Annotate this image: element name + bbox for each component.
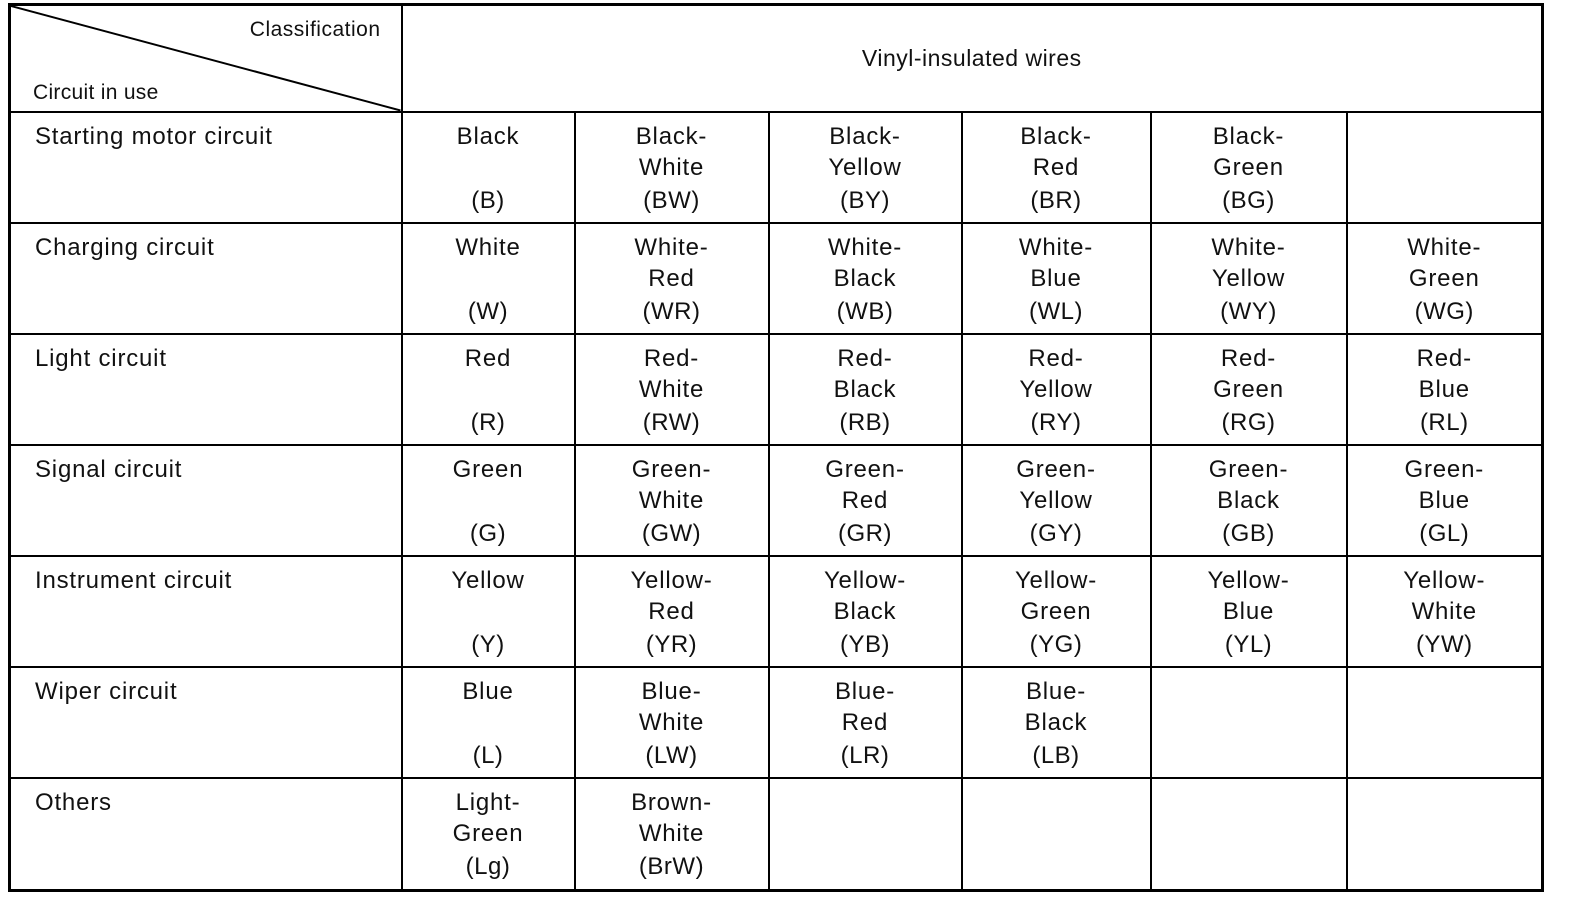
wire-color-code: (BrW) bbox=[638, 852, 705, 880]
wire-color-name: Black bbox=[456, 122, 520, 150]
wire-color-cell bbox=[1347, 223, 1543, 334]
wire-color-code: (RG) bbox=[1221, 408, 1276, 436]
wire-color-name: Blue- bbox=[834, 677, 896, 705]
wire-color-cell bbox=[1347, 778, 1543, 891]
wire-color-name: Blue bbox=[1030, 264, 1082, 292]
wire-color-name: White bbox=[1411, 597, 1477, 625]
wire-color-cell bbox=[575, 778, 769, 891]
table-row bbox=[10, 778, 1543, 891]
circuit-name-cell: Instrument circuit bbox=[10, 556, 402, 667]
table-row bbox=[10, 112, 1543, 223]
wire-color-cell bbox=[575, 445, 769, 556]
wire-color-cell bbox=[575, 556, 769, 667]
wire-color-cell bbox=[402, 667, 575, 778]
wire-color-cell bbox=[1347, 334, 1543, 445]
wire-color-name: Yellow bbox=[451, 566, 525, 594]
wire-color-cell bbox=[962, 112, 1151, 223]
wire-color-cell bbox=[1151, 556, 1347, 667]
wire-color-code: (LR) bbox=[840, 741, 890, 769]
wire-color-cell bbox=[962, 445, 1151, 556]
wire-color-cell bbox=[402, 778, 575, 891]
wire-color-code: (YL) bbox=[1224, 630, 1273, 658]
wire-color-code: (W) bbox=[467, 297, 509, 325]
wire-color-code: (WL) bbox=[1029, 297, 1083, 325]
wire-color-cell bbox=[769, 556, 962, 667]
wire-color-name: Black bbox=[1024, 708, 1088, 736]
wire-color-code: (RB) bbox=[839, 408, 891, 436]
wire-color-name: White bbox=[638, 819, 705, 847]
wire-color-name: White- bbox=[827, 233, 903, 261]
wire-color-cell bbox=[1151, 445, 1347, 556]
table-row bbox=[10, 556, 1543, 667]
circuit-name-cell: Charging circuit bbox=[10, 223, 402, 334]
circuit-name-cell: Light circuit bbox=[10, 334, 402, 445]
wire-color-name: White- bbox=[1018, 233, 1094, 261]
vinyl-insulated-wires-header: Vinyl-insulated wires bbox=[402, 5, 1543, 112]
wire-color-name: Black- bbox=[1212, 122, 1285, 150]
wire-color-code: (WY) bbox=[1220, 297, 1277, 325]
wire-color-cell bbox=[402, 334, 575, 445]
wire-color-code: (Lg) bbox=[465, 852, 511, 880]
circuit-in-use-label: Circuit in use bbox=[33, 80, 159, 104]
wire-color-cell bbox=[769, 667, 962, 778]
wire-color-name: Red- bbox=[643, 344, 700, 372]
wire-color-name: Black- bbox=[829, 122, 901, 150]
wire-color-cell bbox=[962, 778, 1151, 891]
wire-color-name: Green- bbox=[631, 455, 712, 483]
wire-color-name: Blue bbox=[1418, 486, 1470, 514]
wire-color-name: Black bbox=[833, 375, 897, 403]
wire-color-code: (YW) bbox=[1415, 630, 1473, 658]
circuit-name-cell: Others bbox=[10, 778, 402, 891]
wire-color-code: (BW) bbox=[643, 186, 700, 214]
wire-color-name: Red- bbox=[837, 344, 893, 372]
wire-color-code: (GY) bbox=[1029, 519, 1083, 547]
wire-color-name: Green bbox=[1213, 153, 1284, 181]
wire-color-name: White- bbox=[634, 233, 709, 261]
wire-color-cell bbox=[1151, 667, 1347, 778]
wire-color-cell bbox=[769, 445, 962, 556]
wire-color-code: (YB) bbox=[840, 630, 890, 658]
wire-color-name: White bbox=[455, 233, 521, 261]
wire-color-name: Red bbox=[841, 708, 889, 736]
table-row bbox=[10, 223, 1543, 334]
wire-color-name: Yellow bbox=[1019, 375, 1093, 403]
wire-color-name: Red bbox=[1032, 153, 1080, 181]
wire-color-name: White bbox=[638, 708, 705, 736]
wire-color-cell bbox=[575, 334, 769, 445]
wire-color-code: (WB) bbox=[836, 297, 894, 325]
wire-color-name: Red- bbox=[1220, 344, 1277, 372]
wire-color-name: Green bbox=[1020, 597, 1092, 625]
wire-color-name: White bbox=[638, 375, 705, 403]
wire-color-cell bbox=[402, 445, 575, 556]
wire-color-cell bbox=[575, 223, 769, 334]
wire-color-cell bbox=[962, 667, 1151, 778]
header-row bbox=[10, 5, 1543, 112]
circuit-name-cell: Wiper circuit bbox=[10, 667, 402, 778]
wire-color-name: Red bbox=[464, 344, 512, 372]
wire-color-cell bbox=[962, 223, 1151, 334]
table-row bbox=[10, 334, 1543, 445]
wire-color-code: (LW) bbox=[645, 741, 698, 769]
wire-color-cell bbox=[1151, 334, 1347, 445]
wire-color-code: (GL) bbox=[1419, 519, 1470, 547]
wire-color-cell bbox=[769, 778, 962, 891]
wire-color-cell bbox=[1347, 556, 1543, 667]
wire-color-code: (GR) bbox=[838, 519, 892, 547]
wire-color-cell bbox=[1151, 778, 1347, 891]
wire-color-cell bbox=[575, 112, 769, 223]
wire-color-cell bbox=[769, 112, 962, 223]
wire-color-name: Green- bbox=[825, 455, 905, 483]
wire-color-name: Blue bbox=[1222, 597, 1275, 625]
wire-color-cell bbox=[1347, 112, 1543, 223]
wire-color-code: (RW) bbox=[642, 408, 701, 436]
wire-color-code: (WG) bbox=[1414, 297, 1474, 325]
wire-color-name: Red bbox=[648, 264, 695, 292]
wire-color-code: (RY) bbox=[1030, 408, 1082, 436]
table-body bbox=[10, 112, 1543, 891]
wire-color-name: Green bbox=[1408, 264, 1480, 292]
wire-color-cell bbox=[769, 223, 962, 334]
wire-color-name: Black- bbox=[1020, 122, 1092, 150]
wire-color-name: Yellow- bbox=[1207, 566, 1290, 594]
wire-color-name: Red- bbox=[1028, 344, 1084, 372]
wire-color-name: Red bbox=[841, 486, 889, 514]
wire-color-cell bbox=[402, 556, 575, 667]
wire-color-name: Green bbox=[452, 455, 524, 483]
wire-color-name: Blue bbox=[1418, 375, 1470, 403]
wire-color-cell bbox=[769, 334, 962, 445]
wire-color-name: Green- bbox=[1208, 455, 1289, 483]
wire-color-name: Black bbox=[833, 597, 897, 625]
wire-color-cell bbox=[1151, 223, 1347, 334]
wire-color-name: Blue- bbox=[641, 677, 702, 705]
wire-color-name: Light- bbox=[455, 788, 521, 816]
wire-color-name: Green bbox=[452, 819, 524, 847]
wire-color-name: Yellow bbox=[828, 153, 902, 181]
wire-color-name: Green- bbox=[1404, 455, 1485, 483]
wire-color-cell bbox=[962, 556, 1151, 667]
wire-color-name: Green- bbox=[1016, 455, 1096, 483]
corner-header-cell bbox=[10, 5, 402, 112]
wire-color-cell bbox=[1347, 445, 1543, 556]
wire-color-name: Yellow bbox=[1019, 486, 1093, 514]
wire-color-name: White- bbox=[1211, 233, 1286, 261]
wire-color-code: (G) bbox=[469, 519, 507, 547]
wire-color-name: Black bbox=[1217, 486, 1280, 514]
circuit-name-cell: Starting motor circuit bbox=[10, 112, 402, 223]
wire-color-name: Yellow bbox=[1211, 264, 1286, 292]
wire-color-name: Black- bbox=[635, 122, 708, 150]
wire-color-code: (YR) bbox=[645, 630, 698, 658]
table-row bbox=[10, 667, 1543, 778]
wire-color-name: Blue- bbox=[1025, 677, 1087, 705]
wire-color-name: Yellow- bbox=[1403, 566, 1486, 594]
wire-color-name: Blue bbox=[462, 677, 514, 705]
wire-color-name: White bbox=[638, 486, 705, 514]
wire-color-code: (BR) bbox=[1030, 186, 1082, 214]
wire-color-cell bbox=[962, 334, 1151, 445]
wire-color-cell bbox=[402, 223, 575, 334]
wire-color-code: (BG) bbox=[1222, 186, 1275, 214]
wire-color-code: (B) bbox=[471, 186, 505, 214]
wire-color-code: (L) bbox=[472, 741, 504, 769]
wire-color-code: (GW) bbox=[641, 519, 702, 547]
wire-color-code: (GB) bbox=[1222, 519, 1275, 547]
wire-color-name: White- bbox=[1407, 233, 1482, 261]
wire-color-code: (LB) bbox=[1032, 741, 1080, 769]
classification-label: Classification bbox=[249, 18, 381, 41]
wire-color-name: White bbox=[638, 153, 705, 181]
wire-color-cell bbox=[1347, 667, 1543, 778]
wire-color-code: (WR) bbox=[642, 297, 701, 325]
wire-color-cell bbox=[1151, 112, 1347, 223]
wire-color-name: Black bbox=[833, 264, 897, 292]
wire-color-name: Brown- bbox=[631, 788, 712, 816]
wire-color-name: Yellow- bbox=[1014, 566, 1098, 594]
wire-color-name: Green bbox=[1213, 375, 1284, 403]
wire-color-code: (Y) bbox=[471, 630, 505, 658]
wire-color-name: Yellow- bbox=[823, 566, 907, 594]
wire-color-name: Red bbox=[648, 597, 695, 625]
wire-color-name: Red- bbox=[1416, 344, 1472, 372]
wire-color-cell bbox=[575, 667, 769, 778]
wire-color-code: (YG) bbox=[1029, 630, 1083, 658]
wire-color-code: (RL) bbox=[1419, 408, 1469, 436]
wire-color-table bbox=[8, 3, 1544, 892]
wire-color-code: (BY) bbox=[840, 186, 890, 214]
wire-color-name: Yellow- bbox=[630, 566, 713, 594]
wire-color-cell bbox=[402, 112, 575, 223]
table-row bbox=[10, 445, 1543, 556]
circuit-name-cell: Signal circuit bbox=[10, 445, 402, 556]
wire-color-code: (R) bbox=[470, 408, 506, 436]
